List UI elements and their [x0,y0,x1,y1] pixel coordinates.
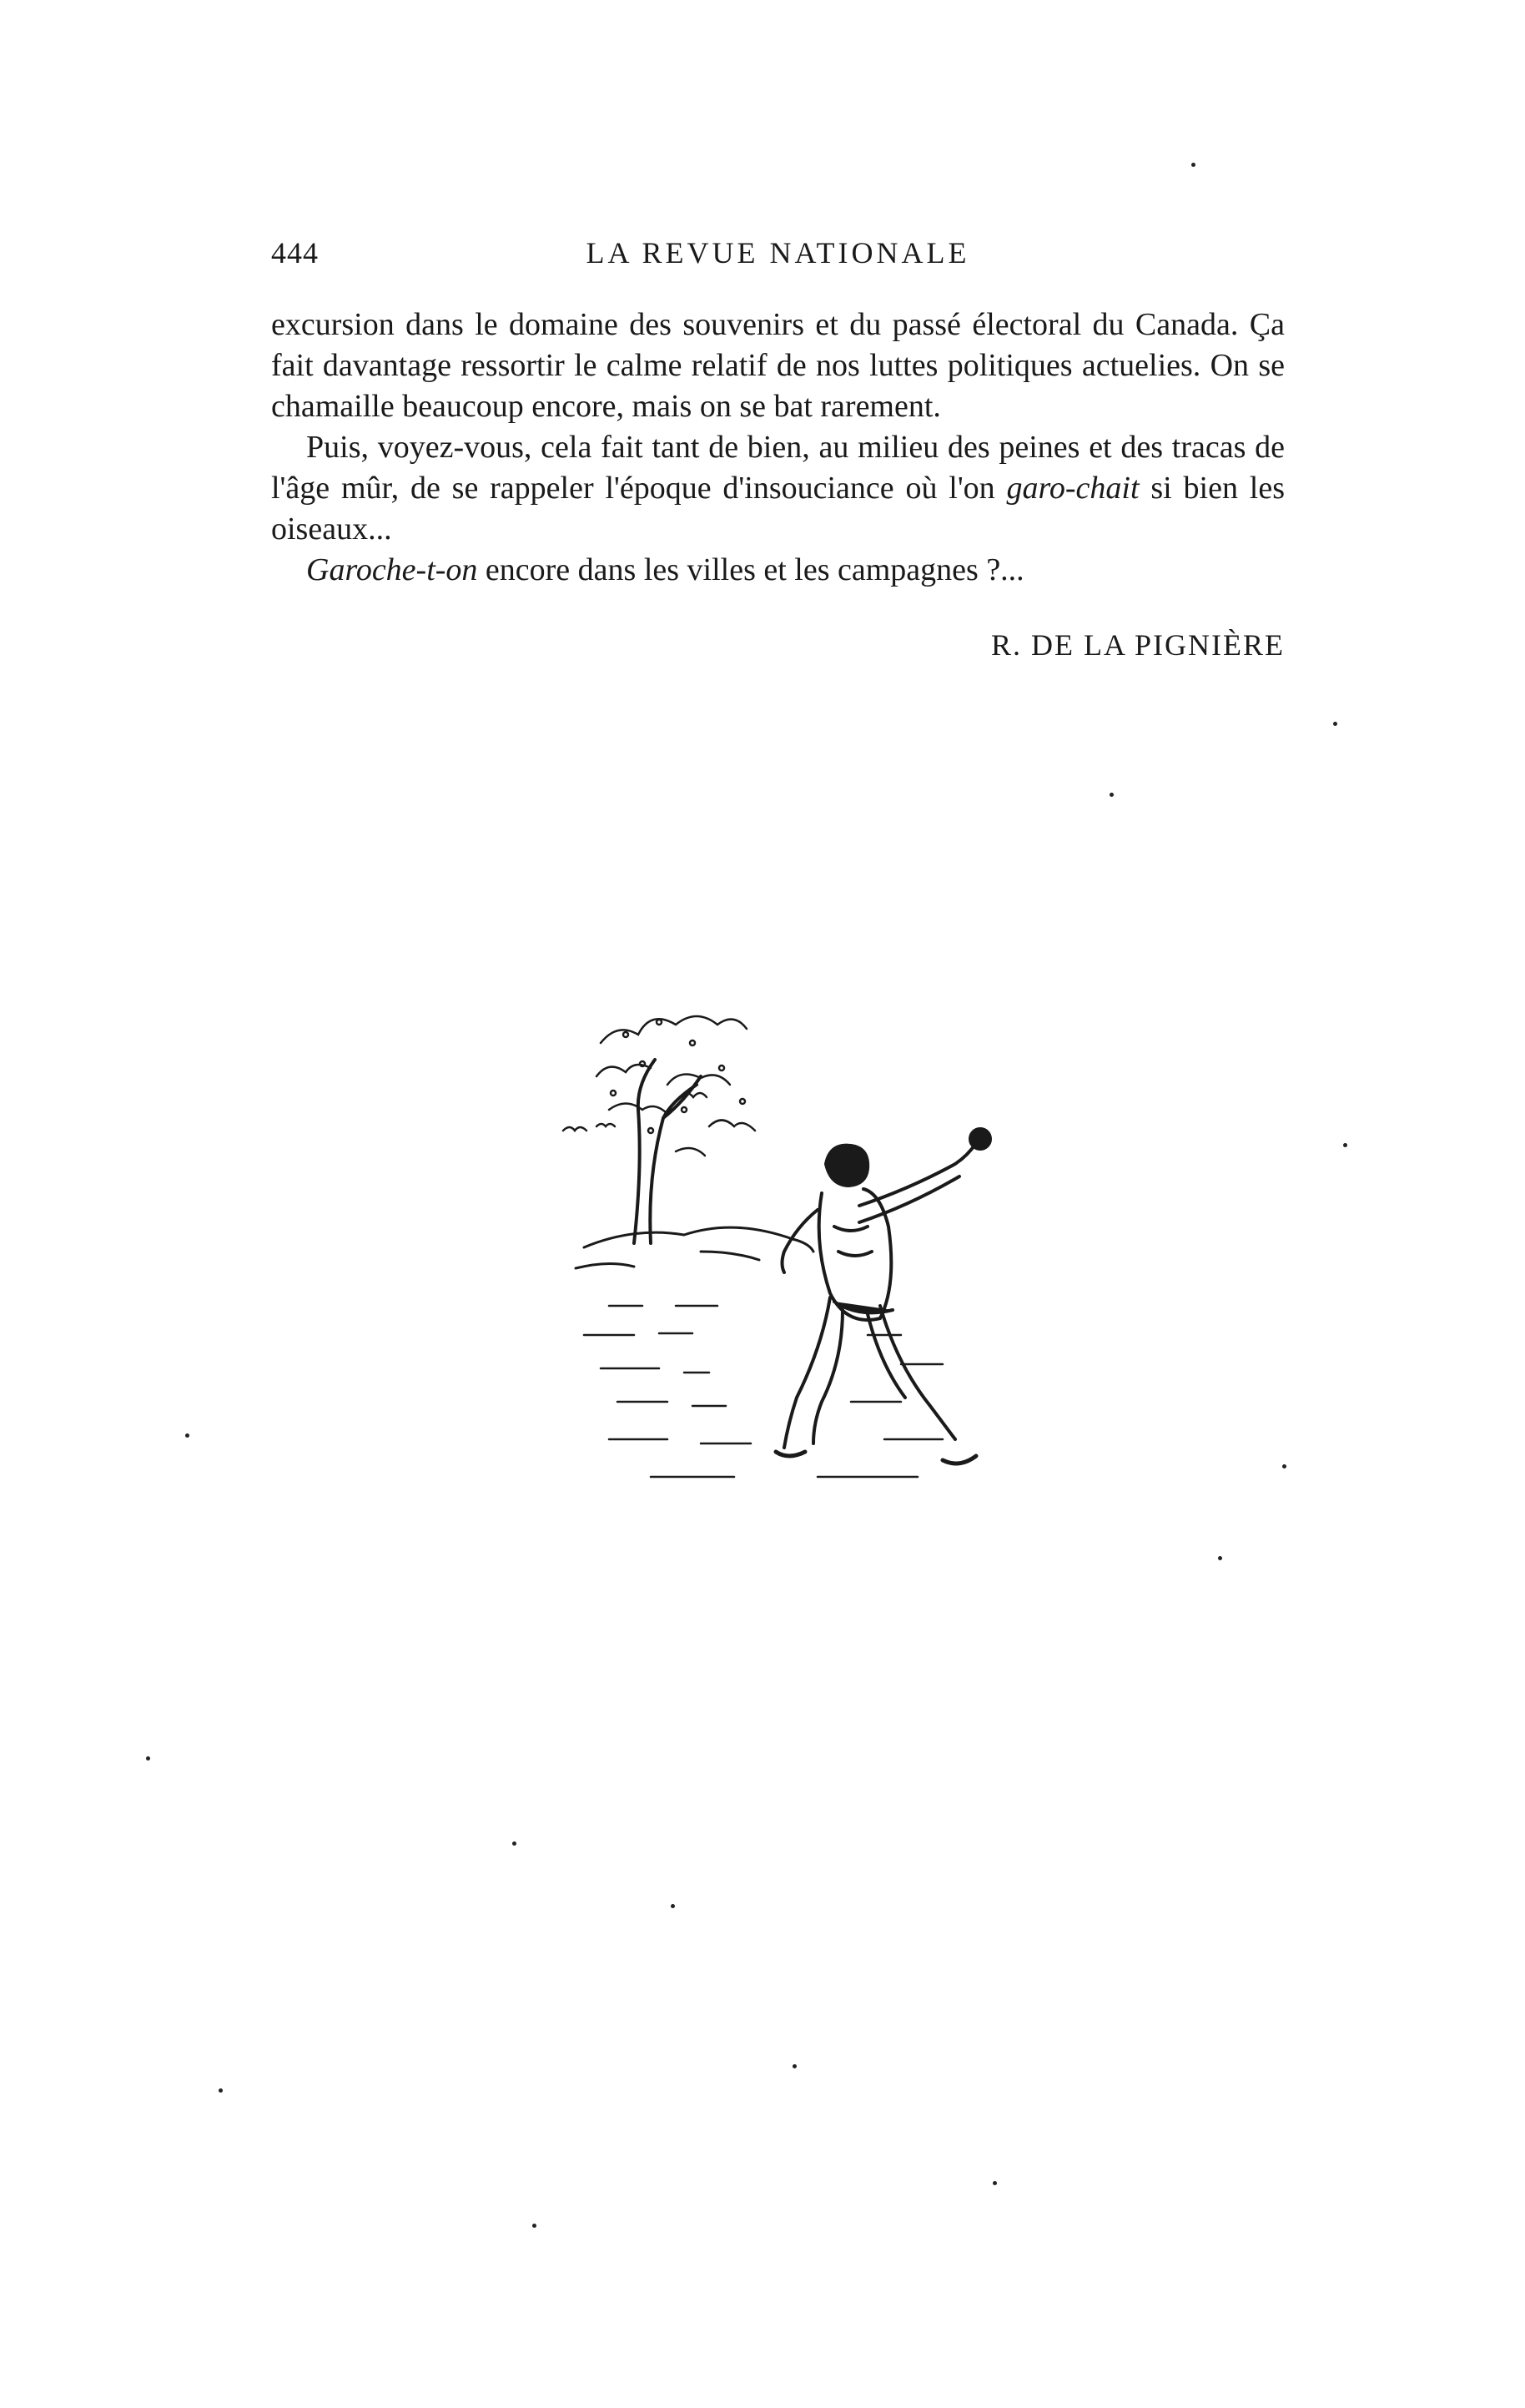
scan-speck [1343,1143,1347,1147]
body-text [271,305,1285,591]
tree-trunk-icon [634,1060,701,1243]
scan-speck [1333,722,1337,726]
italic-word-garochait: garo-chait [1006,471,1140,506]
scan-speck [512,1841,516,1846]
paragraph-2-end: si bien les oiseaux... [271,471,1285,547]
boy-throwing-stone-illustration [551,985,1026,1527]
scan-speck [219,2088,223,2093]
scan-speck [793,2064,797,2068]
author-signature: R. DE LA PIGNIÈRE [991,628,1285,662]
ground-icon [584,1227,813,1252]
scan-speck [1282,1464,1286,1468]
scan-speck [146,1756,150,1761]
page-number: 444 [271,236,319,270]
paragraph-3-text: encore dans les villes et les campagnes ?... [477,552,1024,587]
paragraph-1: excursion dans le domaine des souvenirs et du passé électoral du Canada. Ça fait davantage ressortir le calme relatif de nos luttes politiques actuelies. On se chamaille beaucoup encore, mais on se bat rarement. [271,307,1285,424]
paragraph-3 [271,550,1285,591]
running-title: LA REVUE NATIONALE [586,236,970,270]
scan-speck [993,2181,997,2185]
italic-word-garochet-on: Garoche-t-on [306,552,478,587]
paragraph-2-text: Puis, voyez-vous, cela fait tant de bien, au milieu des peines et des tracas de l'âge mûr, de se rappeler l'époque d'insouciance où l'on [271,430,1285,506]
scan-speck [1218,1556,1222,1560]
boy-figure-icon [776,1129,990,1463]
scan-speck [1191,163,1195,167]
scan-speck [185,1433,189,1438]
scan-speck [532,2224,536,2228]
scan-speck [671,1904,675,1908]
tree-foliage-icon [596,1016,755,1156]
page-header [271,235,1285,274]
scan-speck [1110,793,1114,797]
paragraph-2 [271,427,1285,550]
